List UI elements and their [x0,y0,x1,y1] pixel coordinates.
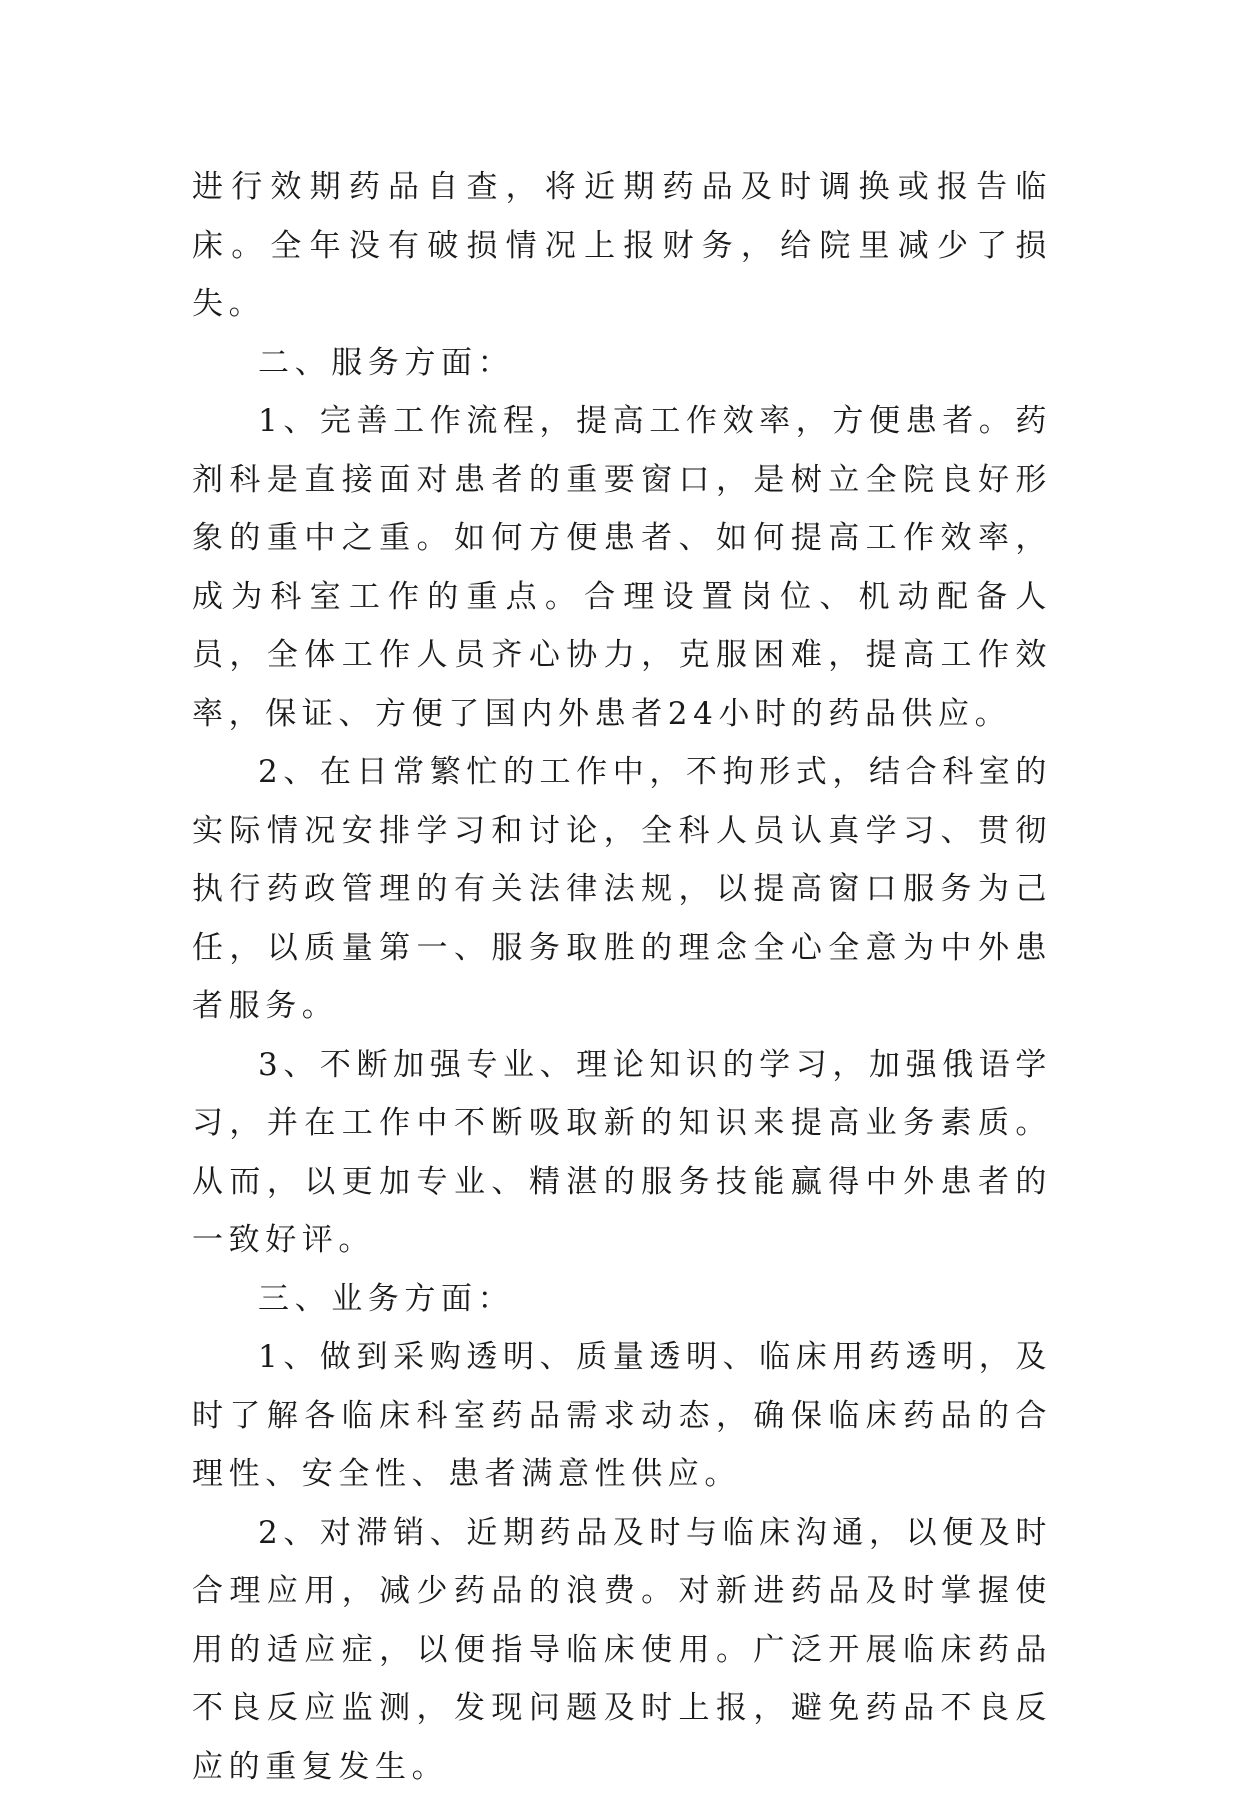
paragraph-service-2: 2、在日常繁忙的工作中，不拘形式，结合科室的实际情况安排学习和讨论，全科人员认真学习、贯彻执行药政管理的有关法律法规，以提高窗口服务为己任，以质量第一、服务取胜的理念全心全意为中外患者服务。 [192,743,1052,1036]
section-heading-business: 三、业务方面： [192,1270,1052,1329]
paragraph-service-3: 3、不断加强专业、理论知识的学习，加强俄语学习，并在工作中不断吸取新的知识来提高业务素质。从而，以更加专业、精湛的服务技能赢得中外患者的一致好评。 [192,1036,1052,1270]
paragraph-service-1: 1、完善工作流程，提高工作效率，方便患者。药剂科是直接面对患者的重要窗口，是树立全院良好形象的重中之重。如何方便患者、如何提高工作效率，成为科室工作的重点。合理设置岗位、机动配备人员，全体工作人员齐心协力，克服困难，提高工作效率，保证、方便了国内外患者24小时的药品供应。 [192,392,1052,743]
paragraph-business-2: 2、对滞销、近期药品及时与临床沟通，以便及时合理应用，减少药品的浪费。对新进药品及时掌握使用的适应症，以便指导临床使用。广泛开展临床药品不良反应监测，发现问题及时上报，避免药品不良反应的重复发生。 [192,1504,1052,1796]
section-heading-service: 二、服务方面： [192,334,1052,393]
document-body [192,158,1052,1796]
paragraph-continuation: 进行效期药品自查，将近期药品及时调换或报告临床。全年没有破损情况上报财务，给院里减少了损失。 [192,158,1052,334]
paragraph-business-1: 1、做到采购透明、质量透明、临床用药透明，及时了解各临床科室药品需求动态，确保临床药品的合理性、安全性、患者满意性供应。 [192,1328,1052,1504]
